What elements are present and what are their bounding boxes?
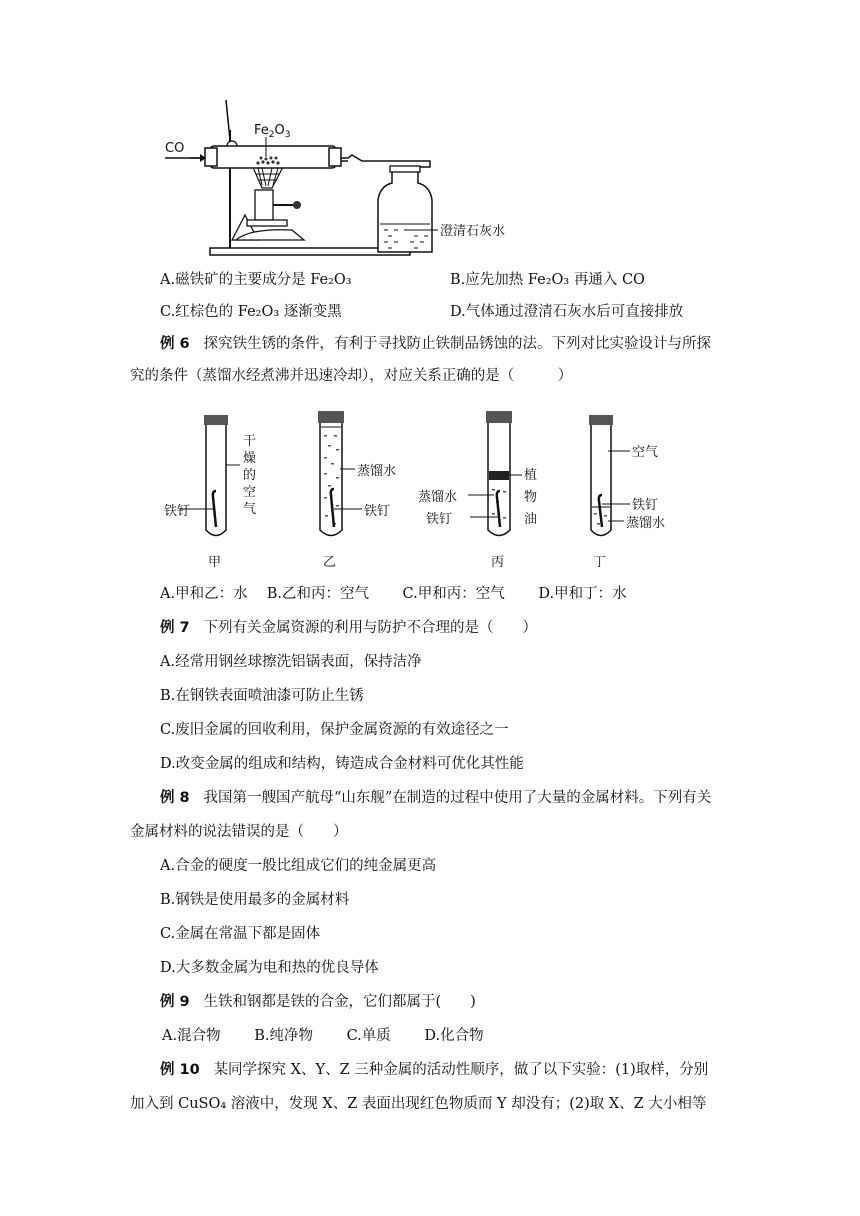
q7-option-a: A.经常用钢丝球擦洗铝锅表面，保持洁净 xyxy=(160,654,422,670)
q7-label: 例 7 xyxy=(160,620,190,636)
rust-experiment-tubes-figure xyxy=(0,405,860,595)
q8-stem-line1 xyxy=(160,788,711,808)
q9-options: A.混合物 B.纯净物 C.单质 D.化合物 xyxy=(162,1028,484,1044)
q9-stem-text: 生铁和钢都是铁的合金，它们都属于( ) xyxy=(203,994,476,1010)
ding-air-label: 空气 xyxy=(632,445,659,460)
tube-ding xyxy=(589,415,630,536)
q10-stem-text1: 某同学探究 X、Y、Z 三种金属的活动性顺序，做了以下实验：(1)取样，分别 xyxy=(213,1062,709,1078)
q8-option-d: D.大多数金属为电和热的优良导体 xyxy=(160,960,379,976)
q7-stem-text: 下列有关金属资源的利用与防护不合理的是（ ） xyxy=(203,620,537,636)
q8-option-c: C.金属在常温下都是固体 xyxy=(160,926,321,942)
jia-air-label-2: 燥 xyxy=(243,451,257,466)
q7-option-d: D.改变金属的组成和结构，铸造成合金材料可优化其性能 xyxy=(160,756,524,772)
tube-bing xyxy=(468,411,522,536)
q8-stem-text1: 我国第一艘国产航母“山东舰”在制造的过程中使用了大量的金属材料。下列有关 xyxy=(203,790,712,806)
q6-label: 例 6 xyxy=(160,336,190,352)
co-reduction-apparatus-figure xyxy=(0,0,860,270)
q6-stem-line1 xyxy=(160,334,711,354)
co-label: CO xyxy=(165,141,185,156)
q10-label: 例 10 xyxy=(160,1062,200,1078)
bing-nail-label: 铁钉 xyxy=(426,512,453,527)
q7-option-c: C.废旧金属的回收利用，保护金属资源的有效途径之一 xyxy=(160,722,509,738)
bing-oil-label-1: 植 xyxy=(524,468,538,483)
bing-oil-label-2: 物 xyxy=(524,490,538,505)
q9-stem xyxy=(160,992,476,1012)
bing-oil-label-3: 油 xyxy=(524,512,538,527)
q5-option-a: A.磁铁矿的主要成分是 Fe₂O₃ xyxy=(160,272,352,288)
ding-water-label: 蒸馏水 xyxy=(626,516,666,531)
bing-water-label: 蒸馏水 xyxy=(418,490,458,505)
q5-option-d: D.气体通过澄清石灰水后可直接排放 xyxy=(450,304,684,320)
q5-option-c: C.红棕色的 Fe₂O₃ 逐渐变黑 xyxy=(160,304,342,320)
q7-stem xyxy=(160,618,537,638)
q8-option-a: A.合金的硬度一般比组成它们的纯金属更高 xyxy=(160,858,437,874)
q7-option-b: B.在钢铁表面喷油漆可防止生锈 xyxy=(160,688,364,704)
tube-yi xyxy=(318,411,362,536)
q10-stem-line2: 加入到 CuSO₄ 溶液中，发现 X、Z 表面出现红色物质而 Y 却没有；(2)取 X、Z 大小相等 xyxy=(130,1096,707,1112)
limewater-label: 澄清石灰水 xyxy=(440,224,506,239)
jia-air-label-1: 干 xyxy=(243,434,257,449)
jia-nail-label: 铁钉 xyxy=(164,504,191,519)
q6-options: A.甲和乙：水 B.乙和丙：空气 C.甲和丙：空气 D.甲和丁：水 xyxy=(160,586,627,602)
tube-name-yi: 乙 xyxy=(323,555,337,570)
q6-stem-line2: 究的条件（蒸馏水经煮沸并迅速冷却），对应关系正确的是（ ） xyxy=(130,368,573,384)
q10-stem-line1 xyxy=(160,1060,708,1080)
q8-stem-line2: 金属材料的说法错误的是（ ） xyxy=(130,824,348,840)
q6-stem-text1: 探究铁生锈的条件，有利于寻找防止铁制品锈蚀的法。下列对比实验设计与所探 xyxy=(203,336,711,352)
yi-nail-label: 铁钉 xyxy=(364,504,391,519)
q8-option-b: B.钢铁是使用最多的金属材料 xyxy=(160,892,350,908)
q9-label: 例 9 xyxy=(160,994,190,1010)
yi-water-label: 蒸馏水 xyxy=(357,464,397,479)
jia-air-label-5: 气 xyxy=(243,502,257,517)
tube-name-ding: 丁 xyxy=(593,555,607,570)
jia-air-label-3: 的 xyxy=(243,468,257,483)
tube-name-bing: 丙 xyxy=(491,555,505,570)
q8-label: 例 8 xyxy=(160,790,190,806)
fe2o3-label: $Fe_2O_3$ xyxy=(254,123,291,140)
ding-nail-label: 铁钉 xyxy=(632,498,659,513)
jia-air-label-4: 空 xyxy=(243,485,257,500)
q5-option-b: B.应先加热 Fe₂O₃ 再通入 CO xyxy=(450,272,645,288)
tube-name-jia: 甲 xyxy=(208,555,222,570)
